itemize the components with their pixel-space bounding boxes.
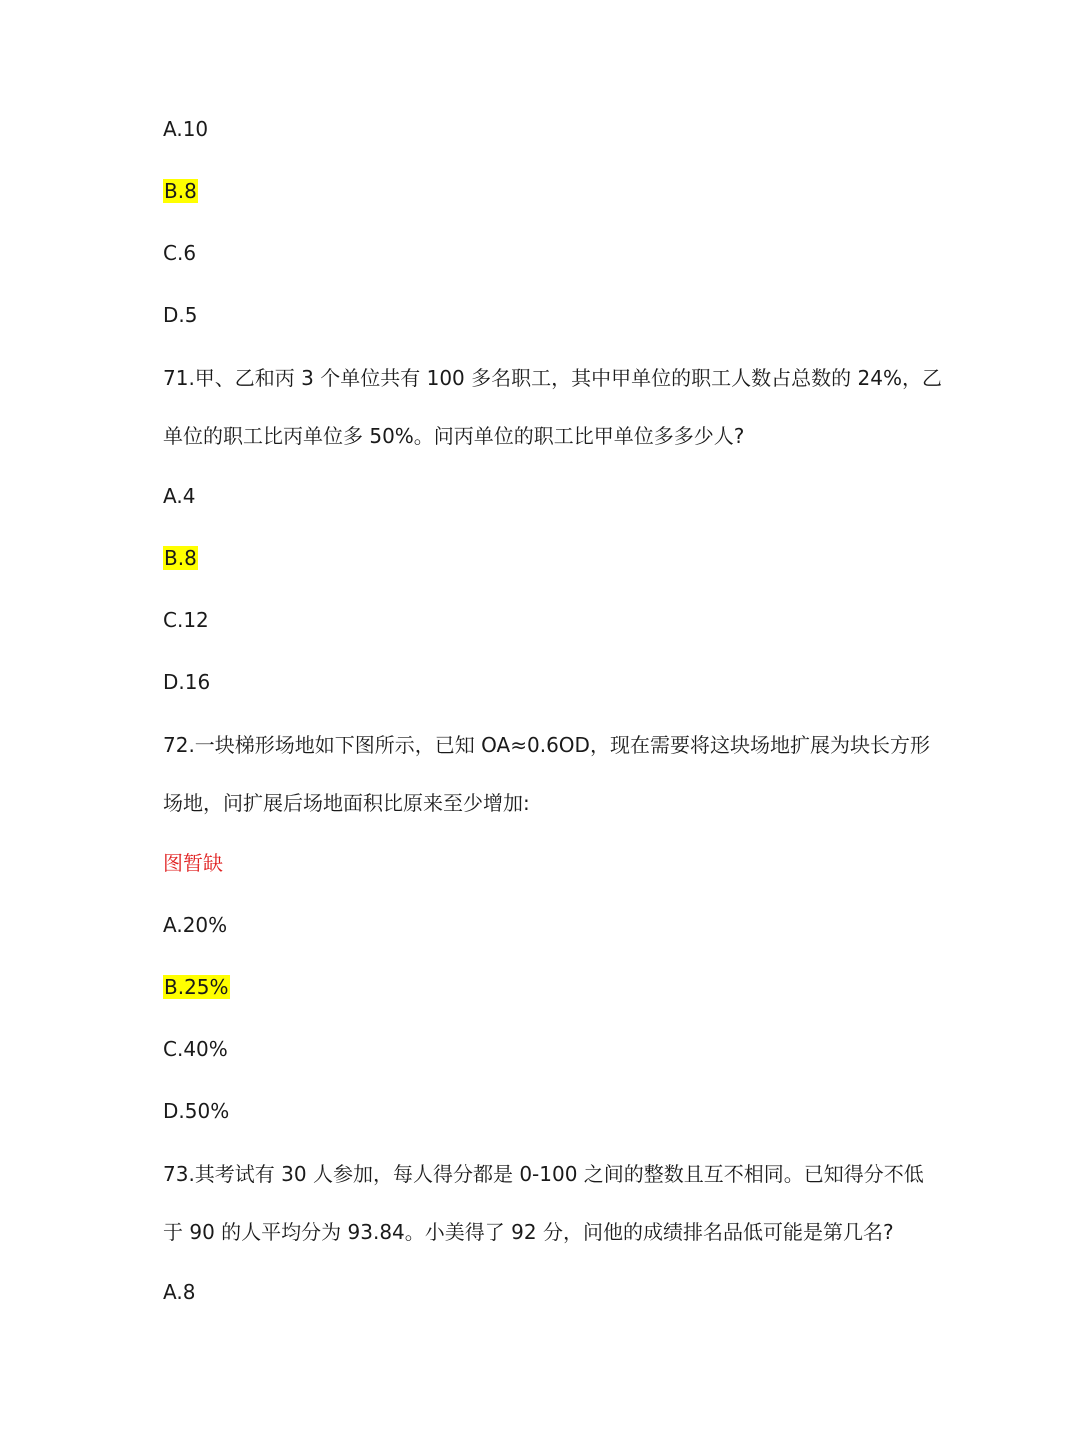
q72-option-d: D.50% bbox=[163, 1099, 230, 1123]
q71-text-line1: 71.甲、乙和丙 3 个单位共有 100 多名职工，其中甲单位的职工人数占总数的 24%，乙 bbox=[163, 366, 942, 390]
q71-option-a: A.4 bbox=[163, 484, 196, 508]
q70-option-b bbox=[163, 177, 198, 205]
q70-option-a: A.10 bbox=[163, 117, 209, 141]
q71-option-c: C.12 bbox=[163, 608, 209, 632]
q73-text-line2: 于 90 的人平均分为 93.84。小美得了 92 分，问他的成绩排名品低可能是第几名? bbox=[163, 1220, 894, 1244]
q71-text-line2: 单位的职工比丙单位多 50%。问丙单位的职工比甲单位多多少人? bbox=[163, 424, 745, 448]
q70-option-d: D.5 bbox=[163, 303, 198, 327]
missing-figure-note: 图暂缺 bbox=[163, 851, 223, 875]
answer-highlight: B.25% bbox=[164, 975, 229, 999]
q70-option-c: C.6 bbox=[163, 241, 197, 265]
q71-option-b bbox=[163, 544, 198, 572]
q72-option-c: C.40% bbox=[163, 1037, 228, 1061]
q72-option-b bbox=[163, 973, 230, 1001]
q71-option-d: D.16 bbox=[163, 670, 211, 694]
q73-option-a: A.8 bbox=[163, 1280, 196, 1304]
q72-text-line1: 72.一块梯形场地如下图所示，已知 OA≈0.6OD，现在需要将这块场地扩展为块长方形 bbox=[163, 733, 930, 757]
q72-option-a: A.20% bbox=[163, 913, 228, 937]
q72-text-line2: 场地，问扩展后场地面积比原来至少增加: bbox=[163, 791, 530, 815]
q73-text-line1: 73.其考试有 30 人参加，每人得分都是 0-100 之间的整数且互不相同。已知得分不低 bbox=[163, 1162, 924, 1186]
answer-highlight: B.8 bbox=[164, 546, 197, 570]
answer-highlight: B.8 bbox=[164, 179, 197, 203]
